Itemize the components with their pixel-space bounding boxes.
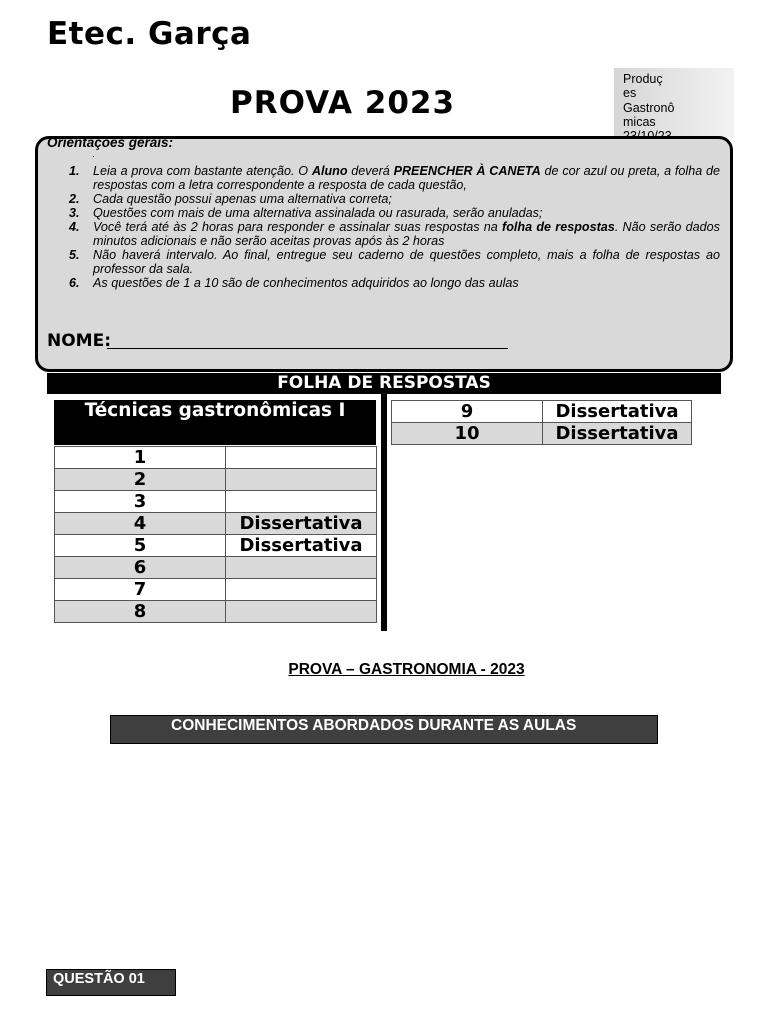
- table-row: [55, 447, 377, 469]
- table-row: [55, 469, 377, 491]
- answer-table-right: [391, 400, 692, 445]
- question-number: 3: [55, 491, 226, 513]
- instructions-title: Orientações gerais:: [47, 135, 174, 150]
- question-number: 10: [392, 423, 543, 445]
- instructions-list: [64, 164, 720, 290]
- question-number: 5: [55, 535, 226, 557]
- instruction-number: 6.: [69, 276, 80, 290]
- question-label: QUESTÃO 01: [46, 969, 176, 996]
- table-row: [55, 535, 377, 557]
- answer-table-left: [54, 446, 377, 623]
- instruction-number: 3.: [69, 206, 80, 220]
- instruction-text: Você terá até às 2 horas para responder e assinalar suas respostas na folha de respostas. Não serão dados minutos adicionais e não serão aceitas provas após às 2 horas: [93, 220, 720, 248]
- table-row: [55, 601, 377, 623]
- corner-line: es: [623, 86, 637, 101]
- table-row: [55, 491, 377, 513]
- instruction-item: [64, 248, 720, 276]
- course-date-box: [614, 68, 734, 138]
- school-name: Etec. Garça: [47, 16, 252, 52]
- instruction-item: [64, 276, 720, 290]
- topic-banner: CONHECIMENTOS ABORDADOS DURANTE AS AULAS: [110, 715, 658, 744]
- answer-cell[interactable]: Dissertativa: [543, 423, 692, 445]
- column-divider: [381, 394, 387, 631]
- question-number: 7: [55, 579, 226, 601]
- answer-cell[interactable]: Dissertativa: [543, 401, 692, 423]
- instruction-text: As questões de 1 a 10 são de conhecimentos adquiridos ao longo das aulas: [93, 276, 519, 290]
- answer-cell[interactable]: [226, 579, 377, 601]
- instruction-item: [64, 192, 720, 206]
- instruction-text: Questões com mais de uma alternativa assinalada ou rasurada, serão anuladas;: [93, 206, 543, 220]
- instruction-number: 4.: [69, 220, 80, 234]
- answer-cell[interactable]: [226, 557, 377, 579]
- question-number: 8: [55, 601, 226, 623]
- question-number: 2: [55, 469, 226, 491]
- answer-cell[interactable]: [226, 601, 377, 623]
- instruction-number: 1.: [69, 164, 80, 178]
- exam-heading: PROVA – GASTRONOMIA - 2023: [288, 661, 525, 678]
- table-row: [55, 513, 377, 535]
- instruction-text: Cada questão possui apenas uma alternativa correta;: [93, 192, 392, 206]
- answer-sheet-title: FOLHA DE RESPOSTAS: [47, 373, 721, 394]
- corner-line: Gastronô: [623, 100, 675, 115]
- table-row: [55, 557, 377, 579]
- instruction-text: Leia a prova com bastante atenção. O Aluno deverá PREENCHER À CANETA de cor azul ou preta, a folha de respostas com a letra correspondente a resposta de cada questão,: [93, 164, 720, 192]
- question-number: 4: [55, 513, 226, 535]
- answer-cell[interactable]: [226, 469, 377, 491]
- answer-cell[interactable]: Dissertativa: [226, 535, 377, 557]
- answer-cell[interactable]: [226, 491, 377, 513]
- question-number: 1: [55, 447, 226, 469]
- table-row: [392, 401, 692, 423]
- instruction-item: [64, 164, 720, 192]
- instructions-dot: .: [92, 149, 95, 160]
- instruction-item: [64, 206, 720, 220]
- table-row: [55, 579, 377, 601]
- corner-line: micas: [623, 114, 656, 129]
- question-number: 6: [55, 557, 226, 579]
- page-title: PROVA 2023: [230, 85, 456, 121]
- name-label: NOME:: [47, 331, 112, 351]
- instruction-number: 5.: [69, 248, 80, 262]
- table-row: [392, 423, 692, 445]
- name-field-line[interactable]: [107, 348, 508, 349]
- instruction-number: 2.: [69, 192, 80, 206]
- corner-line: Produç: [623, 72, 663, 86]
- answer-cell[interactable]: [226, 447, 377, 469]
- instruction-item: [64, 220, 720, 248]
- answer-cell[interactable]: Dissertativa: [226, 513, 377, 535]
- question-number: 9: [392, 401, 543, 423]
- instruction-text: Não haverá intervalo. Ao final, entregue seu caderno de questões completo, mais a folha de respostas ao professor da sala.: [93, 248, 720, 276]
- subject-header: Técnicas gastronômicas I: [54, 400, 376, 445]
